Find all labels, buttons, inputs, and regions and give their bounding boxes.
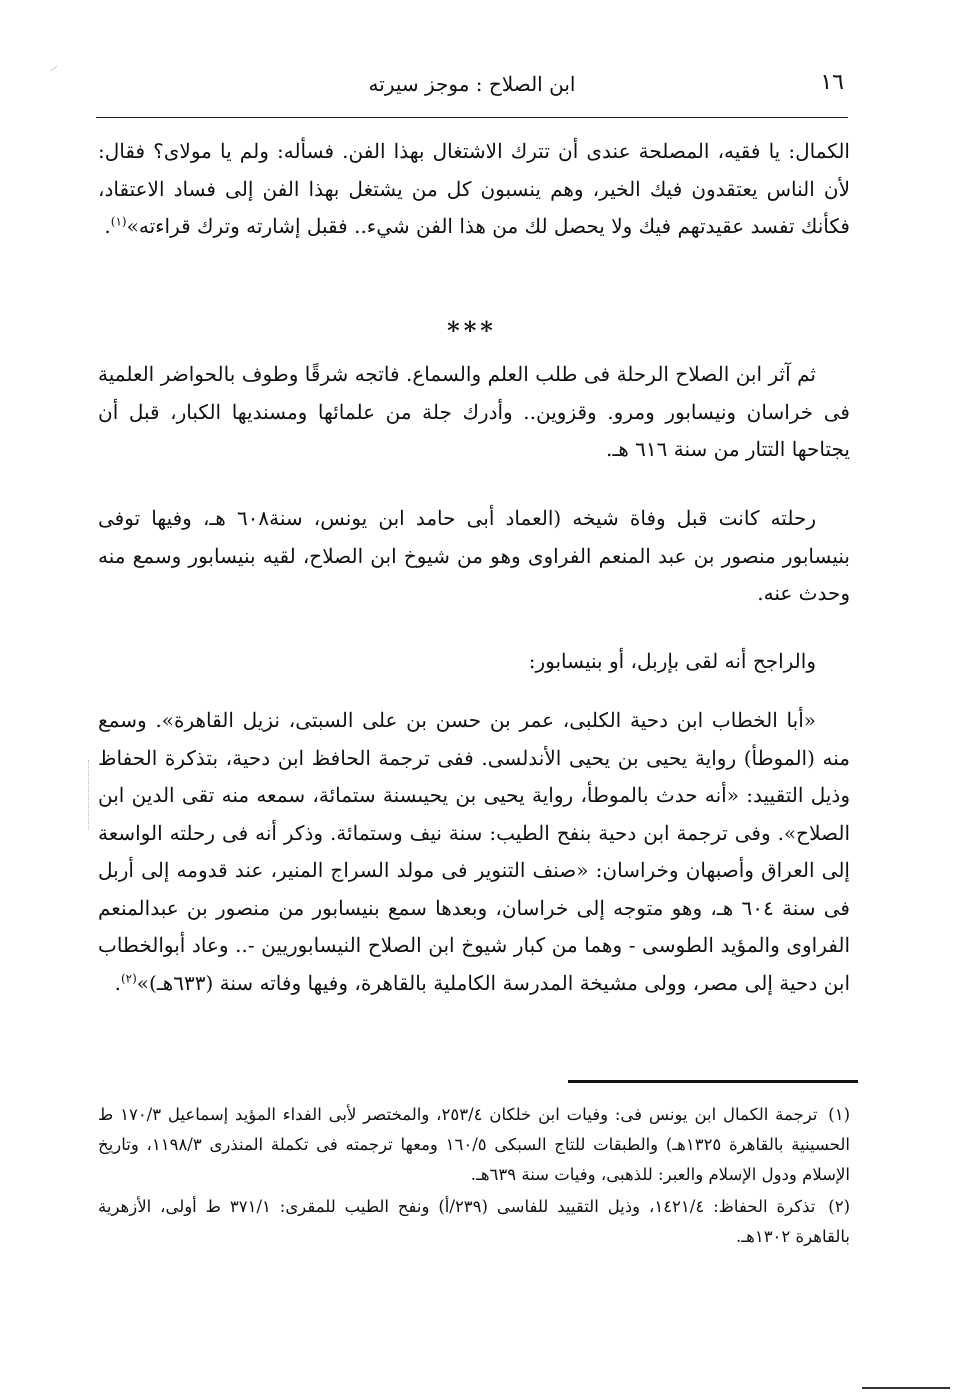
section-separator: *** bbox=[447, 316, 497, 345]
paragraph-1-text: الكمال: يا فقيه، المصلحة عندى أن تترك الاشتغال بهذا الفن. فسأله: ولم يا مولاى؟ فقال: لأن الناس يعتقدون فيك الخير، وهم ينسبون كل من يشتغل بهذا الفن إلى فساد الاعتقاد، فكأنك تفسد عقيدتهم فيك ولا يحصل لك من هذا الفن شيء.. فقبل إشارته وترك قراءته» bbox=[98, 139, 850, 238]
margin-mark bbox=[88, 760, 89, 830]
paragraph-2-text: ثم آثر ابن الصلاح الرحلة فى طلب العلم والسماع. فاتجه شرقًا وطوف بالحواضر العلمية فى خراسان ونيسابور ومرو. وقزوين.. وأدرك جلة من علمائها ومسنديها الكبار، قبل أن يجتاحها التتار من سنة ٦١٦ هـ. bbox=[98, 362, 850, 461]
header-rule bbox=[96, 117, 848, 118]
paragraph-4 bbox=[98, 643, 850, 681]
footnote-ref-2[interactable]: (٢) bbox=[120, 970, 137, 985]
footnote-2 bbox=[98, 1192, 850, 1252]
paragraph-1 bbox=[98, 133, 850, 246]
paragraph-3-text: رحلته كانت قبل وفاة شيخه (العماد أبى حامد ابن يونس، سنة٦٠٨ هـ، وفيها توفى بنيسابور منصور بن عبد المنعم الفراوى وهو من شيوخ ابن الصلاح، لقيه بنيسابور وسمع منه وحدث عنه. bbox=[98, 506, 850, 605]
bottom-edge-rule bbox=[862, 1387, 950, 1389]
scan-speck bbox=[51, 66, 58, 72]
paragraph-1-end: . bbox=[104, 214, 111, 238]
footnote-1-text: ترجمة الكمال ابن يونس فى: وفيات ابن خلكان ٢٥٣/٤، والمختصر لأبى الفداء المؤيد إسماعيل ١٧٠/٣ ط الحسينية بالقاهرة ١٣٢٥هـ) والطبقات للتاج السبكى ١٦٠/٥ ومعها ترجمته فى تكملة المنذرى ١١٩٨/٣، وتاريخ الإسلام ودول الإسلام والعبر: للذهبى، وفيات سنة ٦٣٩هـ. bbox=[98, 1105, 850, 1184]
footnote-1 bbox=[98, 1100, 850, 1190]
paragraph-5-text: «أبا الخطاب ابن دحية الكلبى، عمر بن حسن بن على السبتى، نزيل القاهرة». وسمع منه (الموطأ) رواية يحيى بن يحيى الأندلسى. ففى ترجمة الحافظ ابن دحية، بتذكرة الحفاظ وذيل التقييد: «أنه حدث بالموطأ، رواية يحيى بن يحيىسنة ستمائة، سمعه منه تقى الدين ابن الصلاح». وفى ترجمة ابن دحية بنفح الطيب: سنة نيف وستمائة. وذكر أنه فى رحلته الواسعة إلى العراق وأصبهان وخراسان: «صنف التنوير فى مولد السراج المنير، عند قدومه إلى أربل فى سنة ٦٠٤ هـ، وهو متوجه إلى خراسان، وبعدها سمع بنيسابور من منصور بن عبدالمنعم الفراوى والمؤيد الطوسى - وهما من كبار شيوخ ابن الصلاح النيسابوريين -.. وعاد أبوالخطاب ابن دحية إلى مصر، وولى مشيخة المدرسة الكاملية بالقاهرة، وفيها وفاته سنة (٦٣٣هـ)» bbox=[98, 708, 850, 995]
page-number: ١٦ bbox=[820, 70, 844, 95]
paragraph-5 bbox=[98, 702, 850, 1002]
running-title: ابن الصلاح : موجز سيرته bbox=[368, 72, 576, 96]
footnote-2-text: تذكرة الحفاظ: ١٤٢١/٤، وذيل التقييد للفاسى (٢٣٩/أ) ونفح الطيب للمقرى: ٣٧١/١ ط أولى، الأزهرية بالقاهرة ١٣٠٢هـ. bbox=[98, 1197, 850, 1246]
paragraph-2 bbox=[98, 356, 850, 469]
footnotes bbox=[98, 1100, 850, 1254]
footnote-1-number: (١) bbox=[828, 1105, 850, 1124]
paragraph-4-text: والراجح أنه لقى بإربل، أو بنيسابور: bbox=[528, 649, 816, 673]
footnote-ref-1[interactable]: (١) bbox=[110, 214, 127, 229]
page-header bbox=[96, 70, 848, 110]
paragraph-3 bbox=[98, 500, 850, 613]
footnote-2-number: (٢) bbox=[828, 1197, 851, 1216]
paragraph-5-end: . bbox=[114, 970, 121, 995]
footnote-rule bbox=[568, 1080, 858, 1083]
